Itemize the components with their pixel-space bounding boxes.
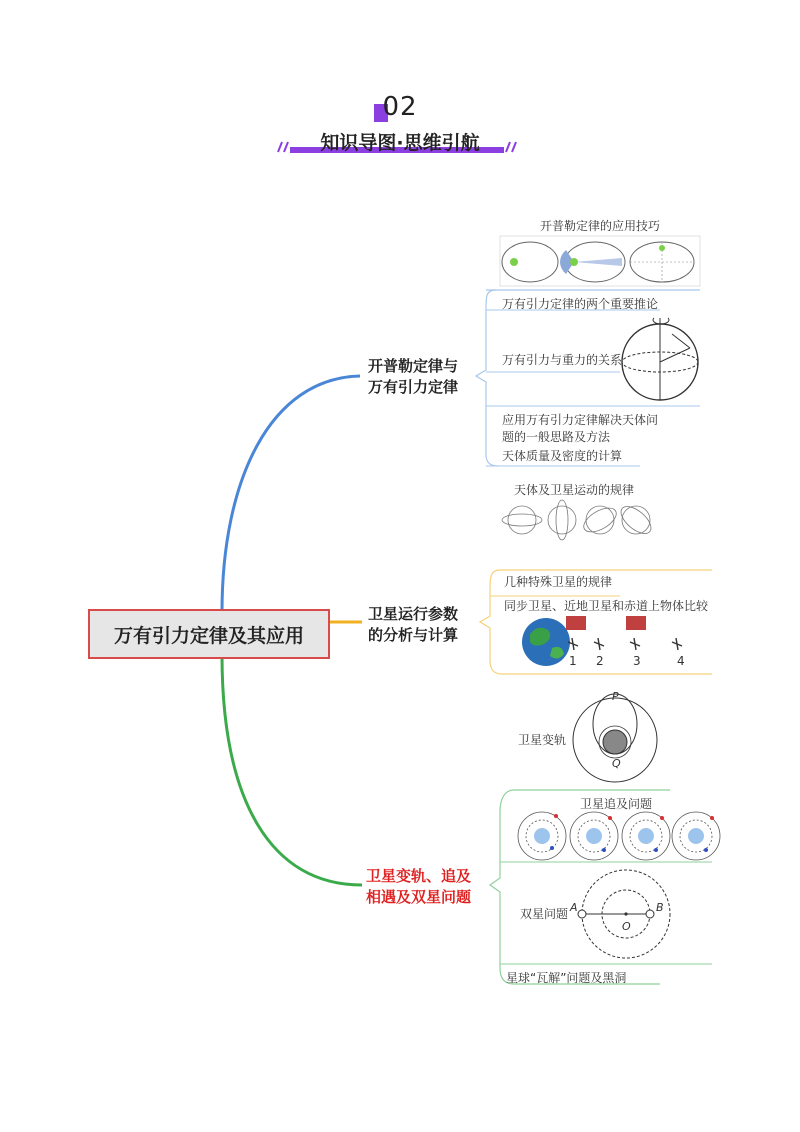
orbit-leaf-1: 卫星变轨 xyxy=(518,733,567,747)
binary-point-o: O xyxy=(622,920,631,933)
branch-satellite-line2: 的分析与计算 xyxy=(368,626,459,644)
satellite-leaf-2: 同步卫星、近地卫星和赤道上物体比较 xyxy=(504,599,709,613)
section-title: 知识导图·思维引航 xyxy=(320,132,480,154)
binary-point-b: B xyxy=(656,901,664,914)
kepler-leaf-2: 万有引力与重力的关系 xyxy=(502,353,623,367)
branch-kepler-line1: 开普勒定律与 xyxy=(368,357,459,375)
satellite-number-3: 3 xyxy=(633,654,641,668)
section-number: 02 xyxy=(382,92,418,122)
branch-orbit-line2: 相遇及双星问题 xyxy=(366,888,472,906)
satellite-number-1: 1 xyxy=(569,654,577,668)
branch-satellite-line1: 卫星运行参数 xyxy=(368,605,459,623)
branch-orbit-line1: 卫星变轨、追及 xyxy=(366,867,472,885)
branch-kepler-line2: 万有引力定律 xyxy=(368,378,459,396)
root-label: 万有引力定律及其应用 xyxy=(113,624,304,647)
satellite-image-caption: 天体及卫星运动的规律 xyxy=(514,483,635,497)
kepler-image-caption: 开普勒定律的应用技巧 xyxy=(540,219,661,233)
satellite-number-4: 4 xyxy=(677,654,685,668)
orbit-leaf-2: 卫星追及问题 xyxy=(580,797,653,811)
binary-point-a: A xyxy=(570,901,578,914)
kepler-leaf-3-line1: 应用万有引力定律解决天体问 xyxy=(502,413,659,427)
orbit-leaf-4: 星球“瓦解”问题及黑洞 xyxy=(506,971,627,985)
kepler-leaf-4: 天体质量及密度的计算 xyxy=(502,449,623,463)
kepler-leaf-3-line2: 题的一般思路及方法 xyxy=(502,430,611,444)
orbit-point-q: Q xyxy=(612,757,621,770)
kepler-leaf-1: 万有引力定律的两个重要推论 xyxy=(502,297,659,311)
orbit-point-p: P xyxy=(612,690,619,703)
orbit-leaf-3: 双星问题 xyxy=(520,907,569,921)
satellite-number-2: 2 xyxy=(596,654,604,668)
satellite-leaf-1: 几种特殊卫星的规律 xyxy=(504,575,613,589)
